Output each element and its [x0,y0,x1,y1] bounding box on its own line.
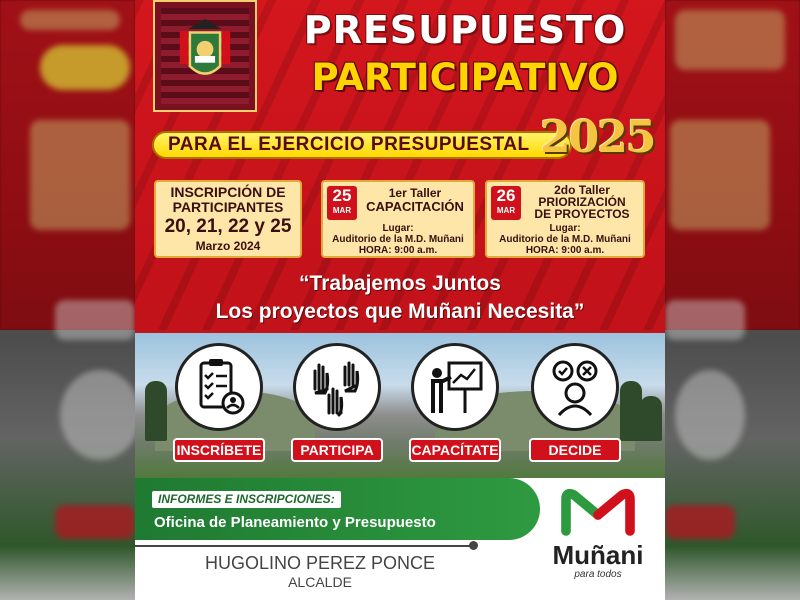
workshop-2-title-line3: DE PROYECTOS [534,207,630,221]
workshop-1-card [321,180,475,258]
workshop-2-card [485,180,645,258]
workshop-1-date [327,186,357,220]
decision-icon [543,355,607,419]
workshop-2-place: Auditorio de la M.D. Muñani [499,234,631,245]
year-label: 2025 [540,112,655,163]
title-line-2: PARTICIPATIVO [311,56,619,99]
raised-hands-icon [305,355,369,419]
clipboard-icon [187,355,251,419]
left-blurred-background [0,0,135,600]
divider [135,545,473,547]
title-line-1: PRESUPUESTO [303,8,627,52]
mayor-role: ALCALDE [288,574,352,590]
workshop-2-time: HORA: 9:00 a.m. [525,245,605,256]
capacitate-button[interactable]: CAPACÍTATE [409,438,501,462]
presenter-icon [423,355,487,419]
workshop-2-title-line2: PRIORIZACIÓN [538,195,626,209]
workshop-1-place-label: Lugar: [382,223,414,234]
workshop-1-title-line1: 1er Taller [388,186,442,200]
registration-line1: INSCRIPCIÓN DE [170,184,286,200]
logo-tagline: para todos [574,569,622,580]
registration-line2: PARTICIPANTES [172,199,284,215]
munani-m-logo-icon [558,486,638,536]
info-label: INFORMES E INSCRIPCIONES: [152,491,341,508]
quote-line-2: Los proyectos que Muñani Necesita” [215,300,585,323]
workshop-2-date [491,186,521,220]
workshop-1-place: Auditorio de la M.D. Muñani [332,234,464,245]
step-3-circle [411,343,499,431]
step-2-circle [293,343,381,431]
workshop-1-day: 25 [332,186,352,205]
participa-button[interactable]: PARTICIPA [291,438,383,462]
step-1-circle [175,343,263,431]
workshop-1-time: HORA: 9:00 a.m. [358,245,438,256]
decide-button[interactable]: DECIDE [529,438,621,462]
poster [135,0,665,600]
registration-card [154,180,302,258]
municipal-crest-icon [153,0,257,112]
subtitle-text: PARA EL EJERCICIO PRESUPUESTAL [168,134,530,155]
workshop-2-place-label: Lugar: [549,223,581,234]
registration-month: Marzo 2024 [195,239,261,253]
workshop-1-month: MAR [332,206,352,215]
munani-logo [537,486,659,596]
workshop-2-title-line1: 2do Taller [554,183,610,197]
subtitle-banner [152,131,572,159]
quote-line-1: “Trabajemos Juntos [299,272,501,295]
workshop-2-month: MAR [496,206,516,215]
right-blurred-background [665,0,800,600]
info-office: Oficina de Planeamiento y Presupuesto [154,514,436,531]
logo-name: Muñani [552,540,644,570]
registration-days: 20, 21, 22 y 25 [164,216,292,237]
workshop-2-day: 26 [496,186,516,205]
divider-dot [469,541,478,550]
inscribete-button[interactable]: INSCRÍBETE [173,438,265,462]
step-4-circle [531,343,619,431]
workshop-1-title-line2: CAPACITACIÓN [366,199,464,214]
mayor-name: HUGOLINO PEREZ PONCE [204,553,436,573]
